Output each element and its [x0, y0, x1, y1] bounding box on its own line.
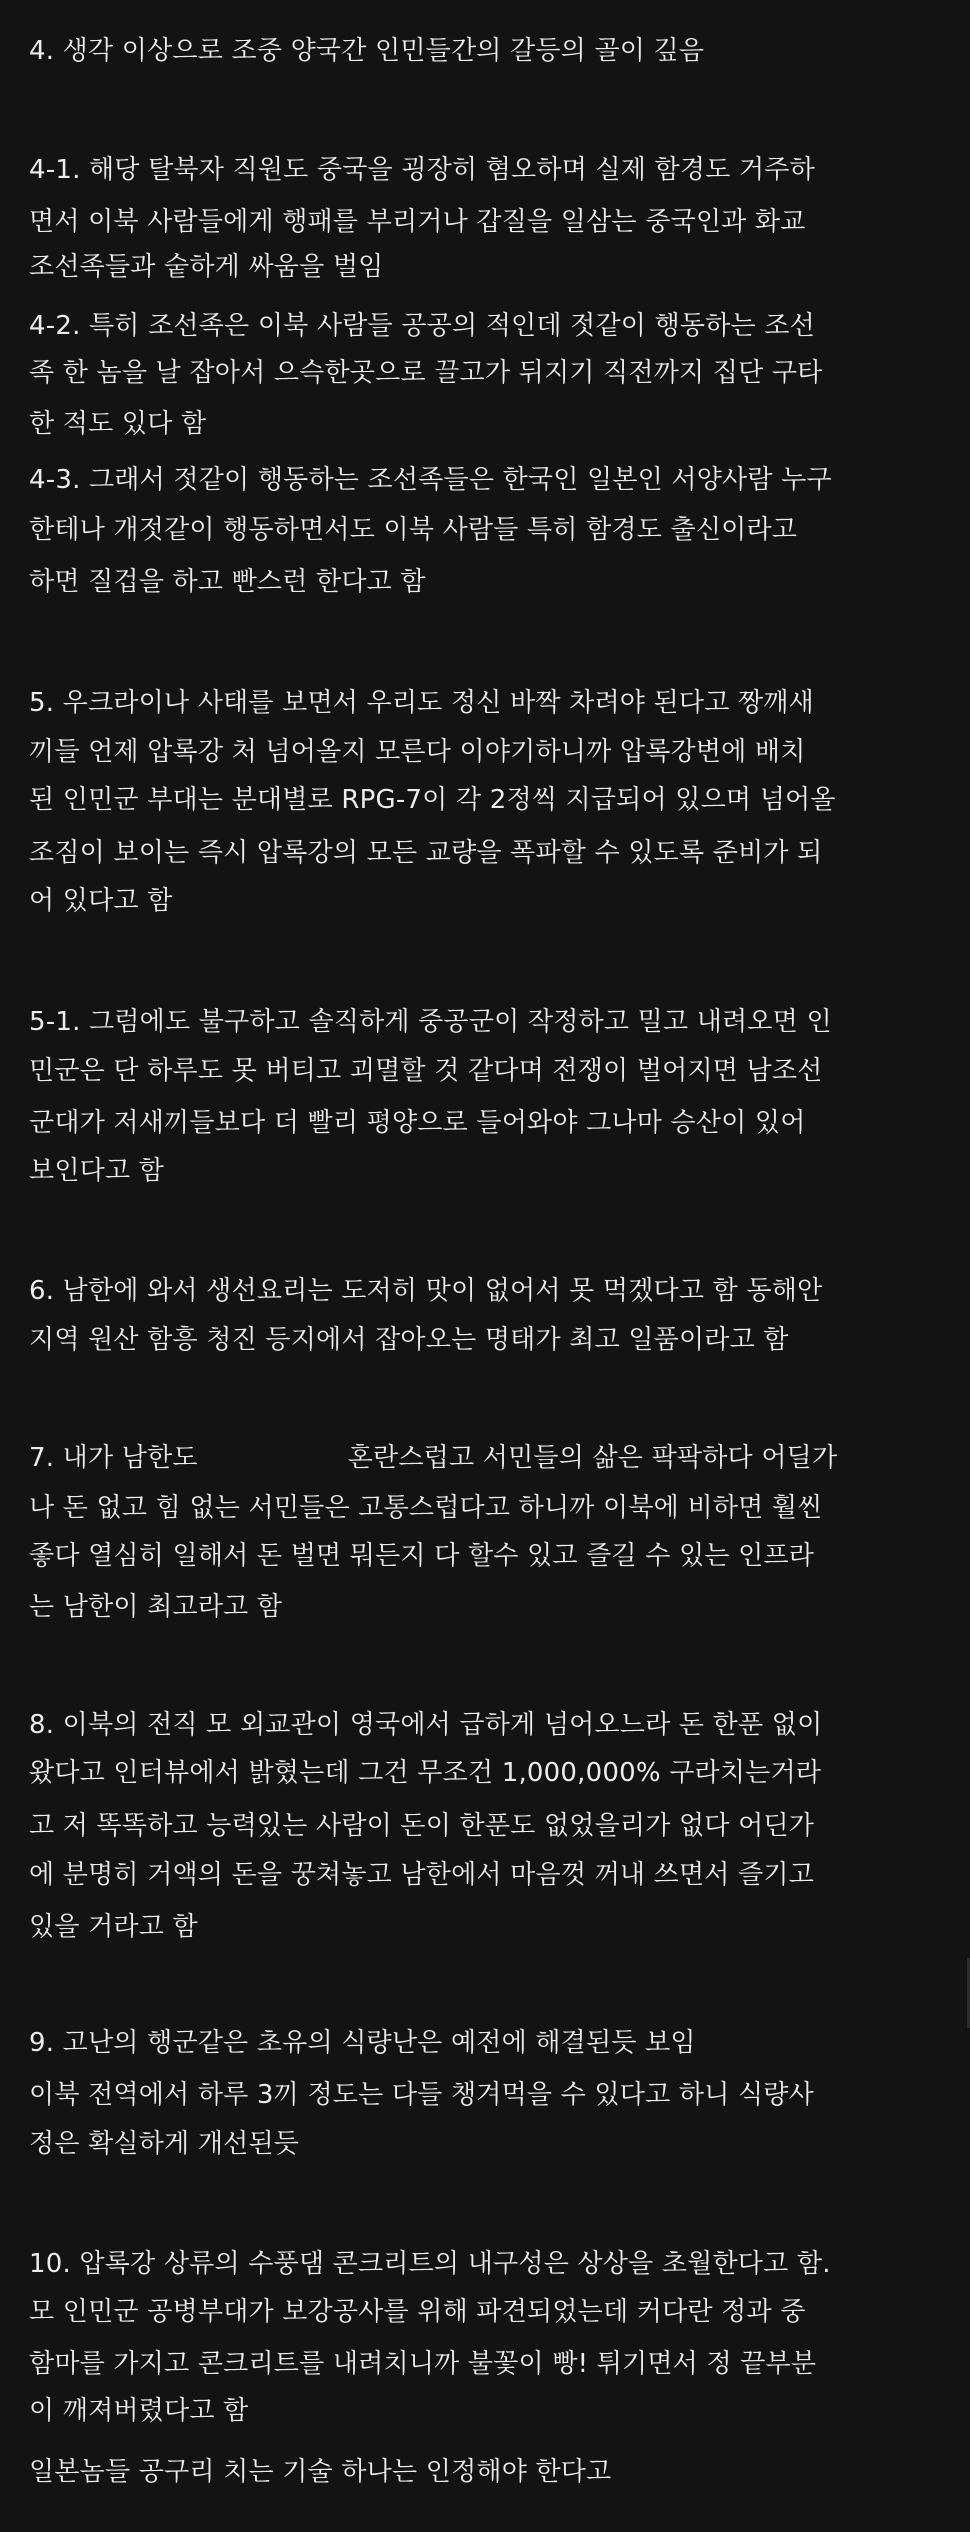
text-line: 왔다고 인터뷰에서 밝혔는데 그건 무조건 1,000,000% 구라치는거라	[29, 1758, 822, 1788]
text-line: 4-1. 해당 탈북자 직원도 중국을 굉장히 혐오하며 실제 함경도 거주하	[29, 155, 815, 185]
text-line: 면서 이북 사람들에게 행패를 부리거나 갑질을 일삼는 중국인과 화교	[29, 207, 806, 237]
text-line: 5-1. 그럼에도 불구하고 솔직하게 중공군이 작정하고 밀고 내려오면 인	[29, 1007, 832, 1037]
text-line: 8. 이북의 전직 모 외교관이 영국에서 급하게 넘어오느라 돈 한푼 없이	[29, 1710, 823, 1740]
text-line: 나 돈 없고 힘 없는 서민들은 고통스럽다고 하니까 이북에 비하면 훨씬	[29, 1493, 823, 1523]
text-line: 함마를 가지고 콘크리트를 내려치니까 불꽃이 빵! 튀기면서 정 끝부분	[29, 2349, 817, 2379]
text-fragment: 혼란스럽고 서민들의 삶은 팍팍하다 어딜가	[347, 1443, 838, 1473]
text-line: 4-2. 특히 조선족은 이북 사람들 공공의 적인데 젓같이 행동하는 조선	[29, 311, 815, 341]
text-line: 이 깨져버렸다고 함	[29, 2396, 249, 2426]
text-line: 4. 생각 이상으로 조중 양국간 인민들간의 갈등의 골이 깊음	[29, 36, 705, 66]
text-line: 4-3. 그래서 젓같이 행동하는 조선족들은 한국인 일본인 서양사람 누구	[29, 465, 832, 495]
text-line: 민군은 단 하루도 못 버티고 괴멸할 것 같다며 전쟁이 벌어지면 남조선	[29, 1056, 823, 1086]
text-line: 9. 고난의 행군같은 초유의 식량난은 예전에 해결된듯 보임	[29, 2028, 696, 2058]
text-line: 모 인민군 공병부대가 보강공사를 위해 파견되었는데 커다란 정과 중	[29, 2297, 806, 2327]
text-line: 한테나 개젓같이 행동하면서도 이북 사람들 특히 함경도 출신이라고	[29, 515, 798, 545]
text-line: 일본놈들 공구리 치는 기술 하나는 인정해야 한다고	[29, 2457, 612, 2487]
text-line: 좋다 열심히 일해서 돈 벌면 뭐든지 다 할수 있고 즐길 수 있는 인프라	[29, 1541, 815, 1571]
text-line: 어 있다고 함	[29, 886, 173, 916]
text-line: 조선족들과 숱하게 싸움을 벌임	[29, 252, 384, 282]
text-line	[29, 1438, 959, 1478]
text-line: 보인다고 함	[29, 1156, 165, 1186]
text-line: 에 분명히 거액의 돈을 꿍쳐놓고 남한에서 마음껏 꺼내 쓰면서 즐기고	[29, 1860, 815, 1890]
text-line: 하면 질겁을 하고 빤스런 한다고 함	[29, 567, 426, 597]
text-line: 족 한 놈을 날 잡아서 으슥한곳으로 끌고가 뒤지기 직전까지 집단 구타	[29, 358, 823, 388]
text-line: 정은 확실하게 개선된듯	[29, 2129, 300, 2159]
text-line: 이북 전역에서 하루 3끼 정도는 다들 챙겨먹을 수 있다고 하니 식량사	[29, 2080, 814, 2110]
text-line: 지역 원산 함흥 청진 등지에서 잡아오는 명태가 최고 일품이라고 함	[29, 1325, 789, 1355]
text-line: 군대가 저새끼들보다 더 빨리 평양으로 들어와야 그나마 승산이 있어	[29, 1108, 806, 1138]
text-line: 한 적도 있다 함	[29, 409, 207, 439]
text-line: 있을 거라고 함	[29, 1912, 198, 1942]
text-line: 10. 압록강 상류의 수풍댐 콘크리트의 내구성은 상상을 초월한다고 함.	[29, 2249, 831, 2279]
text-line: 6. 남한에 와서 생선요리는 도저히 맛이 없어서 못 먹겠다고 함 동해안	[29, 1276, 823, 1306]
text-line: 끼들 언제 압록강 처 넘어올지 모른다 이야기하니까 압록강변에 배치	[29, 737, 806, 767]
text-line: 된 인민군 부대는 분대별로 RPG-7이 각 2정씩 지급되어 있으며 넘어올	[29, 785, 836, 815]
text-line: 는 남한이 최고라고 함	[29, 1592, 283, 1622]
text-line: 조짐이 보이는 즉시 압록강의 모든 교량을 폭파할 수 있도록 준비가 되	[29, 838, 823, 868]
text-fragment: 7. 내가 남한도	[29, 1443, 198, 1473]
text-line: 5. 우크라이나 사태를 보면서 우리도 정신 바짝 차려야 된다고 짱깨새	[29, 688, 814, 718]
text-line: 고 저 똑똑하고 능력있는 사람이 돈이 한푼도 없었을리가 없다 어딘가	[29, 1811, 815, 1841]
